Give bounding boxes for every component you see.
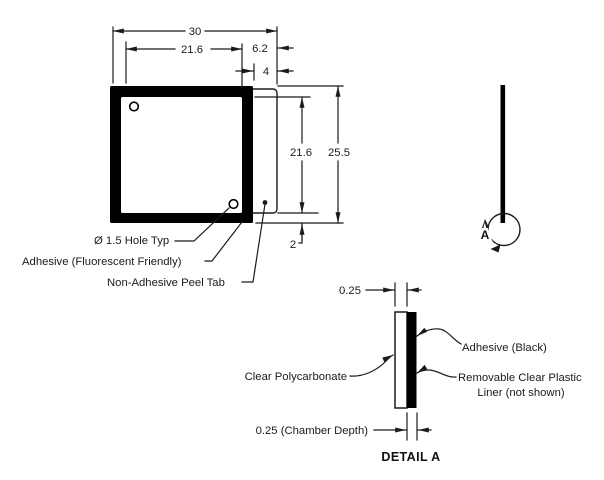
- dim-tab-width: [252, 43, 293, 55]
- dim-inner-height: [290, 97, 312, 213]
- dim-value-0-25: 0.25: [339, 285, 361, 297]
- side-view: [481, 85, 520, 253]
- label-hole: Ø 1.5 Hole Typ: [94, 235, 170, 247]
- leader-adhesive-black: [417, 329, 461, 344]
- polycarbonate-layer: [395, 312, 407, 408]
- dim-value-21-6: 21.6: [181, 44, 203, 56]
- hole-top-left: [130, 102, 139, 111]
- dim-wall-thickness: [290, 224, 302, 251]
- hole-bottom-right: [229, 200, 238, 209]
- dim-chamber-depth: [256, 413, 431, 440]
- gasket-chamber: [121, 97, 242, 213]
- dim-value-30: 30: [188, 26, 202, 38]
- dim-value-25-5: 25.5: [328, 147, 350, 159]
- callout-arrowhead-left: [491, 245, 501, 253]
- label-polycarbonate: Clear Polycarbonate: [244, 371, 347, 383]
- label-adhesive: Adhesive (Fluorescent Friendly): [22, 256, 182, 268]
- dim-total-height: [328, 86, 350, 223]
- detail-view: [245, 283, 582, 464]
- front-view: [22, 26, 350, 289]
- label-peel-tab: Non-Adhesive Peel Tab: [107, 277, 225, 289]
- label-adhesive-black: Adhesive (Black): [462, 342, 547, 354]
- detail-title: DETAIL A: [381, 450, 441, 464]
- dim-value-6-2: 6.2: [252, 43, 268, 55]
- dim-value-4: 4: [262, 66, 270, 78]
- dim-value-2: 2: [289, 239, 297, 251]
- label-liner-line2: Liner (not shown): [477, 387, 565, 399]
- callout-letter: A: [480, 228, 490, 242]
- adhesive-layer: [407, 312, 417, 408]
- dim-inner-width: [126, 44, 242, 56]
- dim-value-chamber: 0.25 (Chamber Depth): [255, 425, 368, 437]
- leader-polycarbonate: [350, 355, 393, 376]
- dim-thickness: [339, 283, 421, 306]
- dim-value-21-6-v: 21.6: [290, 147, 312, 159]
- dim-total-width: [113, 26, 277, 38]
- side-profile: [501, 85, 506, 223]
- leader-adhesive: [205, 222, 242, 261]
- leader-liner: [417, 370, 456, 377]
- label-liner-line1: Removable Clear Plastic: [458, 372, 582, 384]
- dim-tab-overhang: [236, 66, 293, 78]
- leader-dot: [263, 200, 268, 205]
